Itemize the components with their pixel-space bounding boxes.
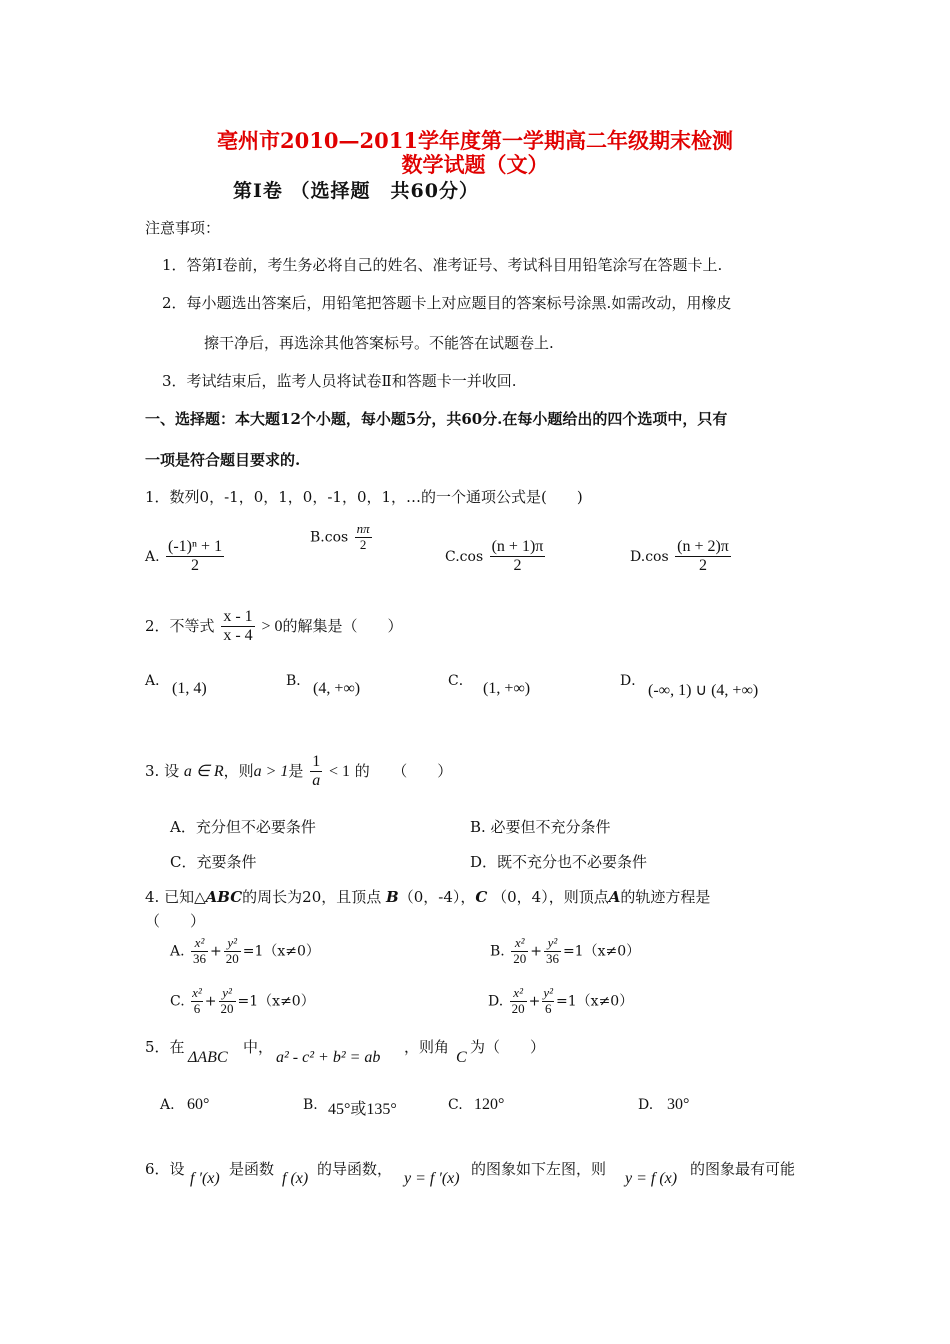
notice-heading: 注意事项： (145, 219, 221, 237)
q3-fraction (310, 753, 322, 791)
q4-b-frac2 (544, 936, 561, 967)
q5-c-value: 120° (474, 1096, 505, 1113)
q4-c-frac1 (191, 986, 203, 1017)
q4-a-d2: 20 (225, 950, 239, 966)
notice-item-2: 2．每小题选出答案后，用铅笔把答题卡上对应题目的答案标号涂黑.如需改动，用橡皮 (162, 294, 732, 312)
q3-p1: 3. 设 (145, 761, 180, 780)
q4-c-n2: y² (219, 986, 236, 1002)
q2-c-value: (1, +∞) (483, 680, 531, 697)
q4-a-frac1 (191, 936, 208, 967)
q4-b-d1: 20 (513, 950, 527, 966)
q4-option-a: A. $\frac{\text{x²}}{36}$ + $\frac{\text{y²}}{20}$ =1（x≠0） (170, 935, 320, 966)
q4-d-eq: =1（x≠0） (556, 993, 634, 1010)
q1-a-label: A. (145, 548, 160, 565)
q2-c-label: C． (448, 673, 473, 689)
q6-m3: y = f ′(x) (404, 1170, 460, 1187)
q5-a-label: A. (160, 1097, 175, 1113)
q6-p2: 是函数 (229, 1160, 275, 1178)
q5-angle: C (456, 1049, 467, 1066)
q4-abc: ABC (205, 888, 243, 906)
q2-prefix: 2．不等式 (145, 616, 215, 635)
q1-a-den: 2 (191, 557, 200, 575)
q1-d-num: (n + 2)π (675, 538, 731, 557)
q1-d-fraction (675, 538, 731, 576)
q1-option-d (630, 538, 733, 576)
q5-p1: 5．在 (145, 1038, 185, 1056)
q4-d-frac2 (542, 986, 554, 1017)
q1-option-b (310, 522, 374, 553)
q5-b-value: 45°或135° (328, 1101, 397, 1118)
q3-m3: < 1 (328, 762, 351, 780)
q2-stem (145, 608, 402, 646)
part1-instructions: 一、选择题：本大题12个小题，每小题5分，共60分.在每小题给出的四个选项中，只有 (145, 410, 728, 428)
q4-c-d2: 20 (220, 1000, 234, 1016)
q2-b-label: B． (286, 673, 311, 689)
q1-c-label: C. (445, 548, 460, 565)
q4-a-d1: 36 (193, 950, 207, 966)
q4-p4: （0，4），则顶点 (492, 888, 609, 906)
q3-option-a: A．充分但不必要条件 (170, 818, 316, 836)
q4-a-frac2 (224, 936, 241, 967)
q4-c-d1: 6 (193, 1000, 201, 1016)
q2-relation: > 0 (261, 617, 283, 635)
q2-suffix: 的解集是（ ） (282, 616, 403, 635)
q5-d-value: 30° (667, 1096, 690, 1113)
q5-b-label: B. (303, 1097, 318, 1113)
q1-c-fraction (490, 538, 546, 576)
q4-option-c: C. $\frac{\text{x²}}{6}$ + $\frac{\text{y²}}{20}$ =1（x≠0） (170, 985, 315, 1016)
q4-a-n1: x² (191, 936, 208, 952)
q4-c-frac2 (219, 986, 236, 1017)
q1-b-cos: cos (324, 529, 349, 546)
q1-option-c (445, 538, 547, 576)
q4-d-d2: 6 (544, 1000, 552, 1016)
q1-a-num: (-1)ⁿ + 1 (166, 538, 224, 557)
q4-b-label: B. (490, 943, 505, 960)
q6-p1: 6．设 (145, 1160, 185, 1178)
notice-item-3: 3．考试结束后，监考人员将试卷Ⅱ和答题卡一并收回. (162, 372, 517, 390)
q4-a-eq: =1（x≠0） (242, 943, 320, 960)
q1-b-num: nπ (356, 521, 370, 536)
q1-option-a (145, 538, 226, 576)
q6-p3: 的导函数， (317, 1160, 393, 1178)
q1-stem: 1．数列0，-1，0，1，0，-1，0，1，…的一个通项公式是( ) (145, 488, 583, 506)
q4-d-label: D. (488, 993, 504, 1010)
q6-m4: y = f (x) (625, 1170, 678, 1187)
q4-d-d1: 20 (511, 1000, 525, 1016)
q4-c-eq: =1（x≠0） (237, 993, 315, 1010)
q6-p5: 的图象最有可能 (690, 1160, 796, 1178)
q5-p4: 为（ ） (470, 1038, 546, 1056)
q1-c-num: (n + 1)π (490, 538, 546, 557)
q3-m1: a ∈ R (183, 762, 224, 780)
q3-option-c: C．充要条件 (170, 853, 257, 871)
q2-a-label: A． (145, 673, 170, 689)
q4-a-label: A. (170, 943, 185, 960)
q1-c-cos: cos (459, 548, 484, 565)
q4-d-n2: y² (543, 985, 554, 1000)
q5-c-label: C. (448, 1097, 463, 1113)
q3-p2: ，则 (223, 761, 254, 780)
q4-p5: 的轨迹方程是 (620, 888, 711, 906)
notice-item-1: 1．答第Ⅰ卷前，考生务必将自己的姓名、准考证号、考试科目用铅笔涂写在答题卡上. (162, 256, 723, 274)
q2-b-value: (4, +∞) (313, 680, 361, 697)
q1-c-den: 2 (513, 557, 522, 575)
q1-b-fraction (355, 522, 372, 553)
q4-p2: 的周长为20，且顶点 (242, 888, 382, 906)
q6-m1: f ′(x) (190, 1170, 220, 1187)
q4-c-label: C. (170, 993, 185, 1010)
q4-b-n2: y² (544, 936, 561, 952)
q5-p2: 中， (243, 1038, 274, 1056)
q1-d-cos: cos (645, 548, 669, 565)
q1-d-den: 2 (698, 557, 707, 575)
q6-p4: 的图象如下左图，则 (471, 1160, 607, 1178)
q3-p4: 的 （ ） (354, 761, 453, 780)
q1-b-label: B. (310, 529, 325, 546)
q3-stem (145, 753, 452, 791)
q4-d-frac1 (510, 986, 527, 1017)
q4-b-d2: 36 (545, 950, 559, 966)
q6-m2: f (x) (282, 1170, 309, 1187)
q3-option-d: D．既不充分也不必要条件 (470, 853, 648, 871)
q4-a: A (608, 888, 621, 906)
exam-subtitle: 数学试题（文） (401, 152, 549, 177)
q4-p3: （0，-4）， (398, 888, 476, 906)
q2-num: x - 1 (221, 608, 254, 627)
q2-d-value: (-∞, 1) ∪ (4, +∞) (648, 682, 759, 699)
q4-b-eq: =1（x≠0） (562, 943, 641, 960)
q4-stem (145, 886, 710, 907)
q5-a-value: 60° (187, 1096, 210, 1113)
q5-d-label: D. (638, 1097, 654, 1113)
q2-den: x - 4 (223, 627, 253, 645)
q4-option-d: D. $\frac{\text{x²}}{20}$ + $\frac{\text{y²}}{6}$ =1（x≠0） (488, 985, 634, 1016)
q5-triangle: ΔABC (188, 1049, 228, 1066)
q1-a-fraction (166, 538, 224, 576)
q3-fnum: 1 (310, 753, 322, 772)
q2-d-label: D． (620, 673, 646, 689)
part1-instructions-cont: 一项是符合题目要求的. (145, 451, 301, 469)
q5-p3: ，则角 (404, 1038, 450, 1056)
q5-equation: a² - c² + b² = ab (276, 1049, 381, 1066)
q3-option-b: B. 必要但不充分条件 (470, 818, 611, 836)
q3-fden: a (312, 772, 321, 790)
q4-option-b: B. $\frac{\text{x²}}{20}$ + $\frac{\text{y²}}{36}$ =1（x≠0） (490, 935, 641, 966)
q1-b-den: 2 (359, 536, 367, 552)
notice-item-2-cont: 擦干净后，再选涂其他答案标号。不能答在试题卷上. (204, 334, 554, 352)
q4-d-n1: x² (510, 986, 527, 1002)
q2-fraction (221, 608, 254, 646)
q2-a-value: (1, 4) (172, 680, 207, 697)
q4-b: B (386, 888, 399, 906)
q4-a-n2: y² (224, 936, 241, 952)
q3-m2: a > 1 (253, 762, 289, 780)
q4-paren: （ ） (145, 912, 206, 930)
q4-c-n1: x² (192, 985, 202, 1000)
q3-p3: 是 (288, 761, 304, 780)
q4-b-frac1 (511, 936, 528, 967)
q4-b-n1: x² (511, 936, 528, 952)
q4-c: C (475, 888, 488, 906)
exam-title: 亳州市2010—2011学年度第一学期高二年级期末检测 (217, 128, 733, 153)
section-heading: 第Ⅰ卷 （选择题 共60分） (233, 180, 479, 202)
q4-p1: 4. 已知△ (145, 888, 206, 906)
q1-d-label: D. (630, 548, 646, 565)
